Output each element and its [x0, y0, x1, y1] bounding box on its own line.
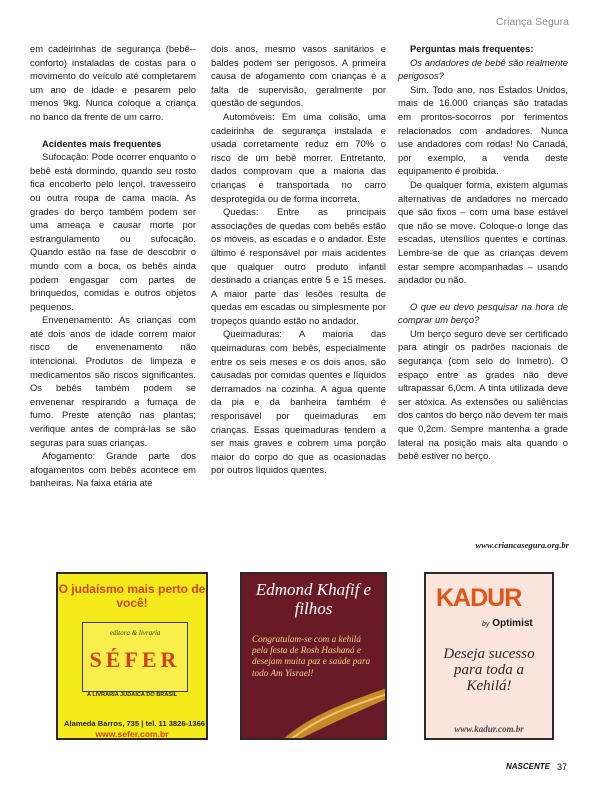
- logo-big-text: SÉFER: [89, 647, 181, 672]
- question: O que eu devo pesquisar na hora de comprar um berço?: [398, 300, 568, 326]
- paragraph: Sufocação: Pode ocorrer enquanto o bebê está dormindo, quando seu rosto fica encoberto pelo lençol, travesseiro ou outra roupa de cama macia. As grades do berço também podem ser uma ameaça e causar morte por estrangulamento ou sufocação. Quando estão na fase de descobrir o mundo com a boca, os bebês ainda podem engasgar com partes de brinquedos, comidas e outros objetos pequenos.: [30, 151, 196, 312]
- paragraph: Automóveis: Em uma colisão, uma cadeirinha de segurança instalada e usada corretamente reduz em 70% o risco de um bebê morrer. Entretanto, dados comprovam que a maioria das crianças é transportada no carro desprotegida ou de forma incorreta.: [211, 110, 386, 204]
- ad-tagline: A LIVRARIA JUDAICA DO BRASIL: [86, 692, 178, 698]
- paragraph: Envenenamento: As crianças com até dois anos de idade correm maior risco de envenenamento não intencional. Produtos de limpeza e medicamentos são riscos significantes. Os bebês também podem se envenenar respirando a fumaça de fumo. Preste atenção nas plantas; verifique antes de comprá-las se são seguras para suas crianças.: [30, 314, 196, 448]
- text-column-1: [30, 42, 196, 490]
- byline-by: by: [482, 621, 490, 628]
- ad-headline: O judaísmo mais perto de você!: [58, 582, 206, 610]
- ad-slogan: Deseja sucesso para toda a Kehilá!: [443, 646, 535, 694]
- text-column-3: [398, 42, 568, 463]
- page-number: 37: [557, 762, 568, 772]
- ad-url[interactable]: www.sefer.com.br: [95, 729, 169, 739]
- paragraph: Sim. Todo ano, nos Estados Unidos, mais de 16.000 crianças são tratadas em prontos-socorros por ferimentos relacionados com andadores. Nunca use andadores com rodas! No Canadá, por exemplo, a venda deste equipamento é proibida.: [398, 83, 568, 177]
- sefer-ad[interactable]: [56, 572, 208, 740]
- subheading: Perguntas mais frequentes:: [410, 43, 534, 54]
- subheading: Acidentes mais frequentes: [42, 137, 162, 149]
- paragraph: Afogamento: Grande parte dos afogamentos com bebês acontece em banheiras. Na faixa etária até: [30, 450, 196, 489]
- text-column-2: [211, 42, 386, 477]
- ad-address: Alameda Barros, 735 | tel. 11 3826-1366: [64, 719, 206, 728]
- ad-brand-name: Edmond Khafif e filhos: [255, 580, 372, 618]
- paragraph: Um berço seguro deve ser certificado para atingir os padrões nacionais de segurança (com selo do Inmetro). O espaço entre as grades não deve ultrapassar 6,0cm. A tinta utilizada deve ser atóxica. As extensões ou saliências dos cantos do berço não devem ter mais que 0,2cm. Sempre mantenha a grade lateral na posição mais alta quando o bebê estiver no berço.: [398, 327, 568, 462]
- website-link[interactable]: www.criancasegura.org.br: [475, 540, 569, 550]
- shofar-illustration: [242, 684, 387, 740]
- paragraph: dois anos, mesmo vasos sanitários e baldes podem ser perigosos. A primeira causa de afogamento com crianças é a falta de supervisão, geralmente por questão de segundos.: [211, 43, 386, 109]
- paragraph: em cadeirinhas de segurança (bebê--conforto) instaladas de costas para o movimento do veículo até completarem um ano de idade e pesarem pelo menos 9kg. Nunca coloque a criança no banco da frente de um carro.: [30, 43, 196, 122]
- logo-small-text: editora & livraria: [109, 629, 161, 637]
- section-title: Criança Segura: [496, 16, 569, 28]
- paragraph: De qualquer forma, existem algumas alternativas de andadores no mercado que são fixos – com uma base estável que não se move. Coloque-o longe das escadas, utensílios quentes e cortinas. Lembre-se de que as crianças devem estar sempre acompanhadas – usando andador ou não.: [398, 178, 568, 286]
- ad-message: Congratulam-se com a kehilá pela festa de Rosh Hashaná e desejam muita paz e saúde para todo Am Yisrael!: [252, 634, 371, 678]
- khafif-ad[interactable]: [240, 572, 387, 740]
- paragraph: Queimaduras: A maioria das queimaduras com bebês, especialmente entre os seis meses e os dois anos, são causadas por comidas quentes e líquidos derramados na cozinha. A água quente da pia e da banheira também é responsável por queimaduras em crianças. Essas queimaduras tendem a ser mais graves e cobrem uma porção maior do corpo do que as ocasionadas por outros líquidos quentes.: [211, 328, 386, 476]
- sefer-logo: [82, 622, 188, 692]
- ad-brand: KADUR: [436, 584, 522, 612]
- ad-url[interactable]: www.kadur.com.br: [454, 724, 524, 734]
- paragraph: Quedas: Entre as principais associações de quedas com bebês estão os móveis, as escadas e o andador. Este último é responsável por mais acidentes que qualquer outro produto infantil destinado a crianças entre 5 e 15 meses. A maior parte das lesões resulta de quedas em escadas ou simplesmente por tropeços quando estão no andador.: [211, 206, 386, 326]
- ad-byline: [482, 618, 533, 629]
- magazine-logo: NASCENTE: [506, 762, 551, 771]
- question: Os andadores de bebê são realmente perigosos?: [398, 56, 568, 82]
- byline-partner: Optimist: [492, 618, 533, 629]
- kadur-ad[interactable]: [424, 572, 554, 740]
